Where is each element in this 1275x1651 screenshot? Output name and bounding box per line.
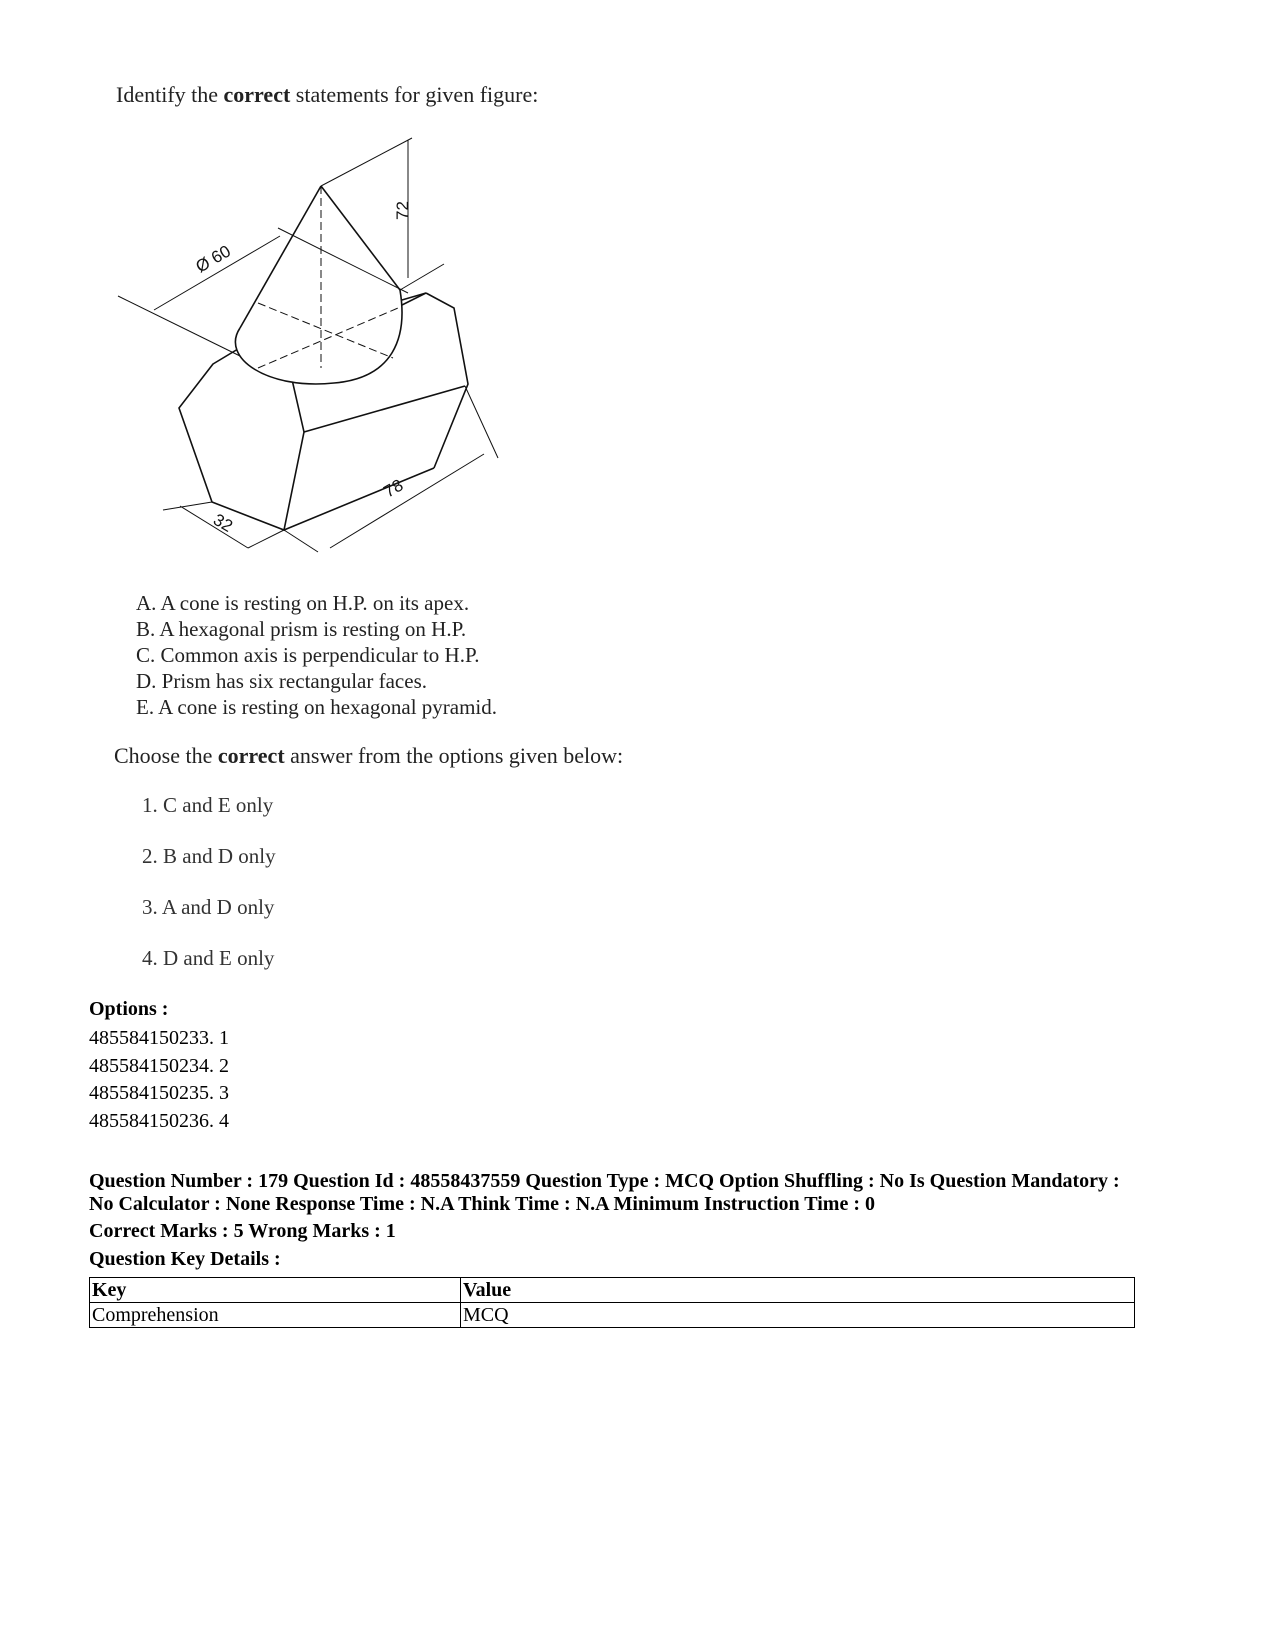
answer-list — [142, 793, 276, 997]
answer-1: 1. C and E only — [142, 793, 274, 817]
diameter-label: Ø 60 — [192, 241, 234, 277]
key-details-label: Question Key Details : — [89, 1248, 281, 1270]
header-key: Key — [90, 1278, 461, 1303]
isometric-figure — [108, 128, 528, 568]
statement-e: E. A cone is resting on hexagonal pyramid. — [136, 695, 498, 719]
answer-4: 4. D and E only — [142, 946, 275, 970]
statement-b: B. A hexagonal prism is resting on H.P. — [136, 617, 467, 641]
question-intro: Identify the correct statements for given figure: — [116, 82, 539, 107]
statement-c: C. Common axis is perpendicular to H.P. — [136, 643, 480, 667]
statement-d: D. Prism has six rectangular faces. — [136, 669, 427, 693]
statement-list — [136, 590, 497, 720]
answer-2: 2. B and D only — [142, 844, 276, 868]
question-meta: Question Number : 179 Question Id : 48558437559 Question Type : MCQ Option Shuffling : No Is Question Mandatory : No Calculator : None Response Time : N.A Think Time : N.A Minimum Instruction Time : 0 — [89, 1170, 1120, 1215]
option-item: 485584150235. 3 — [89, 1082, 229, 1104]
length-label: 78 — [380, 475, 407, 502]
marks-line: Correct Marks : 5 Wrong Marks : 1 — [89, 1220, 396, 1242]
cell-value: MCQ — [461, 1303, 1135, 1328]
key-value-table — [89, 1277, 1135, 1328]
option-item: 485584150233. 1 — [89, 1027, 229, 1049]
height-label: 72 — [393, 201, 412, 220]
option-item: 485584150234. 2 — [89, 1054, 229, 1077]
header-value: Value — [461, 1278, 1135, 1303]
cell-key: Comprehension — [90, 1303, 461, 1328]
answer-3: 3. A and D only — [142, 895, 275, 919]
statement-a: A. A cone is resting on H.P. on its apex. — [136, 591, 470, 615]
options-list — [89, 1025, 229, 1135]
side-label: 32 — [210, 510, 236, 536]
option-item: 485584150236. 4 — [89, 1109, 229, 1132]
choose-instruction: Choose the correct answer from the options given below: — [114, 743, 624, 768]
question-image — [88, 60, 728, 1000]
options-label: Options : — [89, 998, 169, 1020]
table-header-row — [90, 1278, 1135, 1303]
table-row — [90, 1303, 1135, 1328]
